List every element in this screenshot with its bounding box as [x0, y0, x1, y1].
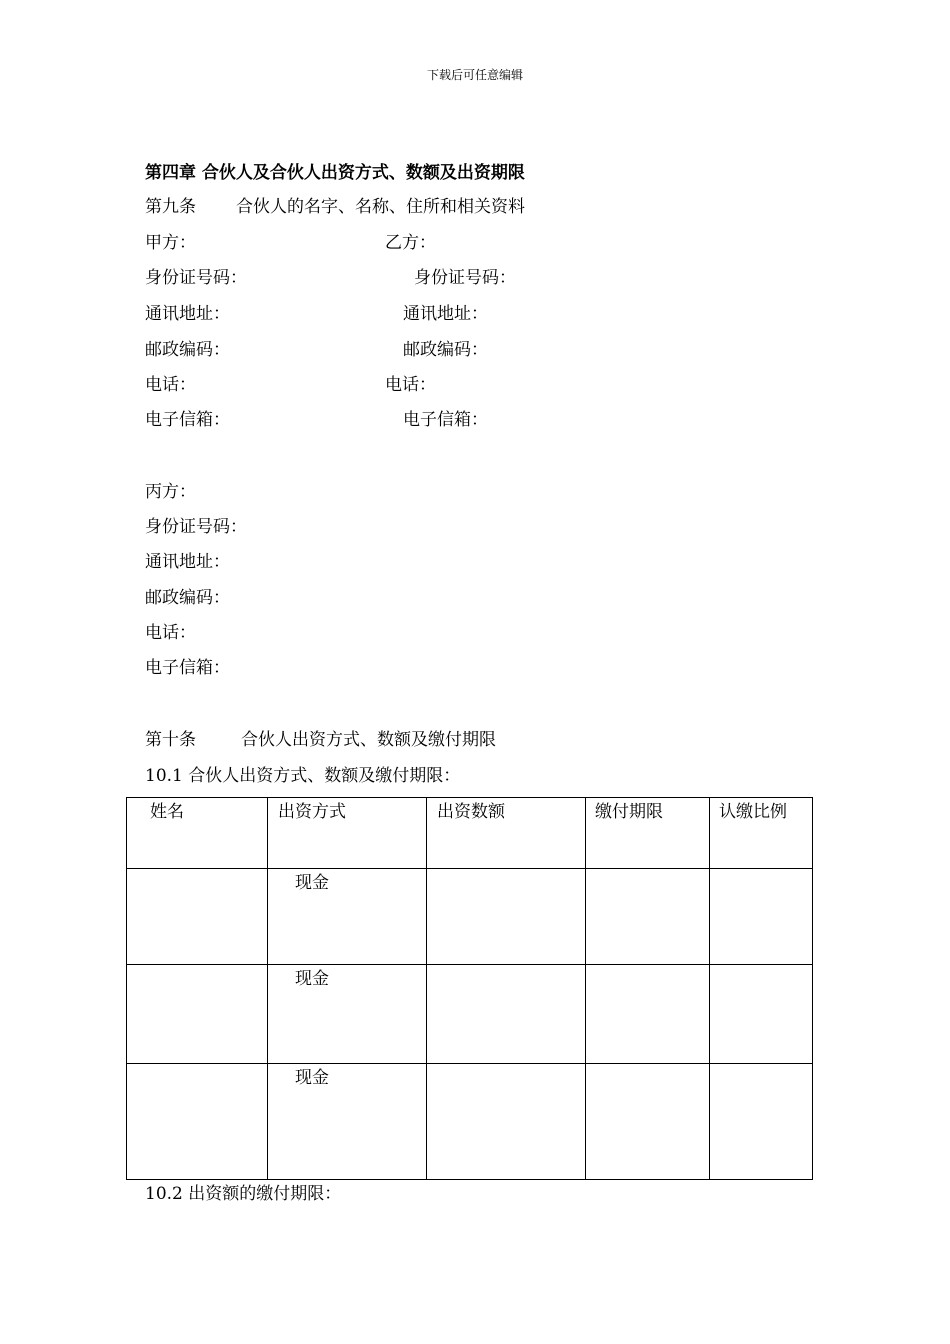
cell-amount: [427, 965, 586, 1064]
section-10-1: 10.1 合伙人出资方式、数额及缴付期限：: [145, 766, 461, 786]
cell-ratio: [710, 965, 813, 1064]
cell-deadline-value: [586, 965, 709, 969]
cell-ratio-value: [710, 1064, 812, 1068]
cell-deadline: [586, 965, 710, 1064]
cell-method: [268, 869, 427, 965]
cell-method: [268, 965, 427, 1064]
party-b-email-label: 电子信箱：: [403, 410, 488, 430]
cell-amount-value: [427, 869, 585, 873]
table-row: [127, 869, 813, 965]
page-header: 下载后可任意编辑: [426, 68, 523, 82]
party-b-id-label: 身份证号码：: [414, 268, 516, 288]
cell-method-value: 现金: [295, 873, 329, 893]
party-a-id-label: 身份证号码：: [145, 268, 247, 288]
header-amount-label: 出资数额: [437, 802, 505, 822]
header-cell-name: [127, 798, 268, 869]
cell-deadline: [586, 869, 710, 965]
article-9-title: 合伙人的名字、名称、住所和相关资料: [236, 197, 525, 217]
chapter-title: 第四章 合伙人及合伙人出资方式、数额及出资期限: [145, 163, 525, 183]
cell-ratio: [710, 869, 813, 965]
header-cell-method: [268, 798, 427, 869]
cell-name: [127, 869, 268, 965]
article-10-number: 第十条: [145, 730, 196, 750]
section-10-2: 10.2 出资额的缴付期限：: [145, 1184, 342, 1204]
party-b-address-label: 通讯地址：: [403, 304, 488, 324]
header-method-label: 出资方式: [278, 802, 346, 822]
cell-name: [127, 1064, 268, 1180]
table-header-row: [127, 798, 813, 869]
cell-method-value: 现金: [295, 1068, 329, 1088]
cell-name: [127, 965, 268, 1064]
table-row: [127, 965, 813, 1064]
cell-name-value: [127, 965, 267, 969]
party-c-id-label: 身份证号码：: [145, 517, 247, 537]
cell-amount-value: [427, 965, 585, 969]
contribution-table: [126, 797, 813, 1180]
cell-deadline: [586, 1064, 710, 1180]
party-c-phone-label: 电话：: [145, 623, 196, 643]
cell-name-value: [127, 869, 267, 873]
party-a-name-label: 甲方：: [145, 233, 196, 253]
header-ratio-label: 认缴比例: [719, 802, 787, 822]
article-9-number: 第九条: [145, 197, 196, 217]
cell-deadline-value: [586, 1064, 709, 1068]
party-a-postcode-label: 邮政编码：: [145, 340, 230, 360]
cell-ratio-value: [710, 965, 812, 969]
party-a-address-label: 通讯地址：: [145, 304, 230, 324]
header-name-label: 姓名: [150, 802, 184, 822]
header-cell-ratio: [710, 798, 813, 869]
cell-amount: [427, 869, 586, 965]
cell-ratio: [710, 1064, 813, 1180]
header-cell-amount: [427, 798, 586, 869]
party-c-address-label: 通讯地址：: [145, 552, 230, 572]
cell-method-value: 现金: [295, 969, 329, 989]
table-row: [127, 1064, 813, 1180]
cell-amount-value: [427, 1064, 585, 1068]
cell-amount: [427, 1064, 586, 1180]
party-c-email-label: 电子信箱：: [145, 658, 230, 678]
party-a-email-label: 电子信箱：: [145, 410, 230, 430]
cell-deadline-value: [586, 869, 709, 873]
party-c-name-label: 丙方：: [145, 482, 196, 502]
cell-name-value: [127, 1064, 267, 1068]
article-10-title: 合伙人出资方式、数额及缴付期限: [241, 730, 496, 750]
party-c-postcode-label: 邮政编码：: [145, 588, 230, 608]
header-deadline-label: 缴付期限: [595, 802, 663, 822]
party-b-name-label: 乙方：: [385, 233, 436, 253]
cell-ratio-value: [710, 869, 812, 873]
header-cell-deadline: [586, 798, 710, 869]
cell-method: [268, 1064, 427, 1180]
party-a-phone-label: 电话：: [145, 375, 196, 395]
party-b-postcode-label: 邮政编码：: [403, 340, 488, 360]
party-b-phone-label: 电话：: [385, 375, 436, 395]
